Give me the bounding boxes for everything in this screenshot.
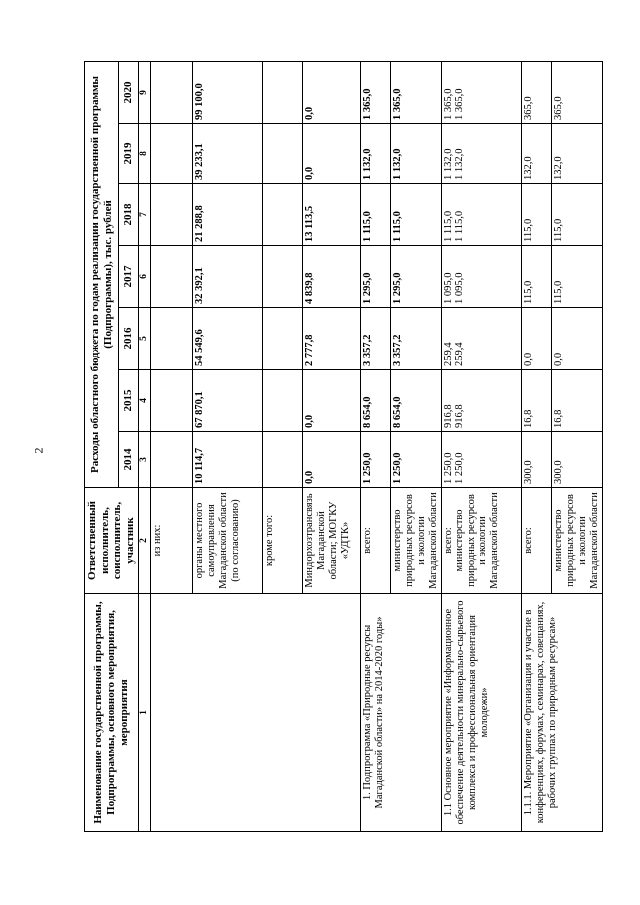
- header-name: Наименование государственной программы, Подпрограммы, основного мероприятия, мероприятия: [85, 594, 139, 832]
- cell-value: 0,0: [551, 308, 602, 370]
- cell-value: 0,0: [302, 124, 360, 184]
- index-cell: 8: [138, 124, 150, 184]
- cell-value: 99 100,0: [192, 61, 262, 123]
- cell-stack: [441, 308, 521, 370]
- cell-value: 1 132,0: [454, 148, 466, 180]
- cell-value: 132,0: [551, 124, 602, 184]
- row-name: 1.1 Основное мероприятие «Информационное обеспечение деятельности минерально-сырьевого комплекса и профессиональная ориентация молодежи»: [441, 594, 521, 832]
- year-header: 2018: [119, 184, 138, 246]
- cell-value: 115,0: [551, 246, 602, 308]
- table-row: [360, 61, 390, 831]
- row-responsible: министерство природных ресурсов и экологии Магаданской области: [551, 488, 602, 594]
- cell-value: 1 132,0: [442, 148, 454, 180]
- budget-table-rotated: [84, 62, 602, 832]
- year-header: 2019: [119, 124, 138, 184]
- cell-value: 259,4: [454, 342, 466, 366]
- cell-value: 916,8: [454, 404, 466, 428]
- table-row: [150, 61, 192, 831]
- cell-value: 365,0: [521, 61, 551, 123]
- year-header: 2014: [119, 432, 138, 488]
- cell-value: 39 233,1: [192, 124, 262, 184]
- index-cell: 6: [138, 246, 150, 308]
- cell-stack: [441, 246, 521, 308]
- cell-value: 132,0: [521, 124, 551, 184]
- row-responsible: всего:: [360, 488, 390, 594]
- cell-value: 2 777,8: [302, 308, 360, 370]
- cell-value: 115,0: [521, 184, 551, 246]
- row-name: 1. Подпрограмма «Природные ресурсы Магаданской области» на 2014-2020 годы»: [360, 594, 441, 832]
- cell-value: 67 870,1: [192, 370, 262, 432]
- row-responsible: министерство природных ресурсов и экологии Магаданской области: [390, 488, 441, 594]
- cell-value: 1 295,0: [390, 246, 441, 308]
- cell-value: 1 250,0: [360, 432, 390, 488]
- cell-stack: [441, 370, 521, 432]
- cell-value: 0,0: [302, 370, 360, 432]
- cell-value: 3 357,2: [390, 308, 441, 370]
- cell-value: 3 357,2: [360, 308, 390, 370]
- row-responsible: органы местного самоуправления Магаданской области (по согласованию): [192, 488, 262, 594]
- cell-value: 259,4: [442, 342, 454, 366]
- cell-value: 1 365,0: [454, 88, 466, 120]
- row-responsible: всего:: [521, 488, 551, 594]
- cell-value: 10 114,7: [192, 432, 262, 488]
- cell-stack: [441, 432, 521, 488]
- index-cell: 9: [138, 61, 150, 123]
- cell-value: 1 365,0: [390, 61, 441, 123]
- cell-value: 1 132,0: [390, 124, 441, 184]
- cell-value: 1 132,0: [360, 124, 390, 184]
- cell-value: 4 839,8: [302, 246, 360, 308]
- cell-value: 1 115,0: [442, 210, 454, 242]
- cell-value: 300,0: [521, 432, 551, 488]
- cell-stack: [441, 61, 521, 123]
- budget-table: [84, 61, 603, 832]
- cell-value: 1 115,0: [360, 184, 390, 246]
- cell-value: 13 113,5: [302, 184, 360, 246]
- cell-value: 1 115,0: [454, 210, 466, 242]
- cell-value: 1 095,0: [454, 272, 466, 304]
- index-row: [138, 61, 150, 831]
- cell-value: 1 115,0: [390, 184, 441, 246]
- cell-value: 1 295,0: [360, 246, 390, 308]
- row-responsible-ministry: министерство природных ресурсов и экологии Магаданской области: [454, 492, 500, 589]
- cell-value: 8 654,0: [360, 370, 390, 432]
- year-header: 2015: [119, 370, 138, 432]
- year-header: 2017: [119, 246, 138, 308]
- index-cell: 5: [138, 308, 150, 370]
- cell-value: 365,0: [551, 61, 602, 123]
- cell-value: 115,0: [521, 246, 551, 308]
- index-cell: 7: [138, 184, 150, 246]
- row-responsible: всего:: [442, 527, 454, 554]
- cell-value: 1 250,0: [442, 452, 454, 484]
- year-header: 2020: [119, 61, 138, 123]
- index-cell: 1: [138, 594, 150, 832]
- cell-value: 916,8: [442, 404, 454, 428]
- cell-value: 0,0: [302, 432, 360, 488]
- index-cell: 4: [138, 370, 150, 432]
- cell-value: 54 549,6: [192, 308, 262, 370]
- cell-value: 1 365,0: [360, 61, 390, 123]
- header-responsible: Ответственный исполнитель, соисполнитель, участник: [85, 488, 139, 594]
- cell-value: 8 654,0: [390, 370, 441, 432]
- cell-value: 0,0: [302, 61, 360, 123]
- row-responsible: Миндорхозтрансвязь Магаданской области; МОГКУ «УДТК»: [302, 488, 360, 594]
- cell-stack: [441, 124, 521, 184]
- header-expenses: Расходы областного бюджета по годам реализации государственной программы (Подпрограммы), тыс. рублей: [85, 61, 119, 487]
- index-cell: 2: [138, 488, 150, 594]
- row-responsible: кроме того:: [262, 488, 302, 594]
- cell-value: 1 365,0: [442, 88, 454, 120]
- cell-value: 1 250,0: [454, 452, 466, 484]
- year-header: 2016: [119, 308, 138, 370]
- row-name: 1.1.1. Мероприятие «Организация и участие в конференциях, форумах, семинарах, совещаниях, рабочих группах по природным ресурсам»: [521, 594, 602, 832]
- cell-value: 16,8: [521, 370, 551, 432]
- table-row: [441, 61, 521, 831]
- cell-value: 21 288,8: [192, 184, 262, 246]
- cell-value: 115,0: [551, 184, 602, 246]
- cell-value: 16,8: [551, 370, 602, 432]
- row-responsible: из них:: [150, 488, 192, 594]
- page-number: 2: [31, 447, 46, 454]
- cell-value: 300,0: [551, 432, 602, 488]
- cell-stack: [441, 184, 521, 246]
- table-row: [521, 61, 551, 831]
- cell-value: 0,0: [521, 308, 551, 370]
- cell-value: 1 095,0: [442, 272, 454, 304]
- cell-value: 32 392,1: [192, 246, 262, 308]
- row-responsible-stack: [441, 488, 521, 594]
- cell-value: 1 250,0: [390, 432, 441, 488]
- row-name: [150, 594, 360, 832]
- index-cell: 3: [138, 432, 150, 488]
